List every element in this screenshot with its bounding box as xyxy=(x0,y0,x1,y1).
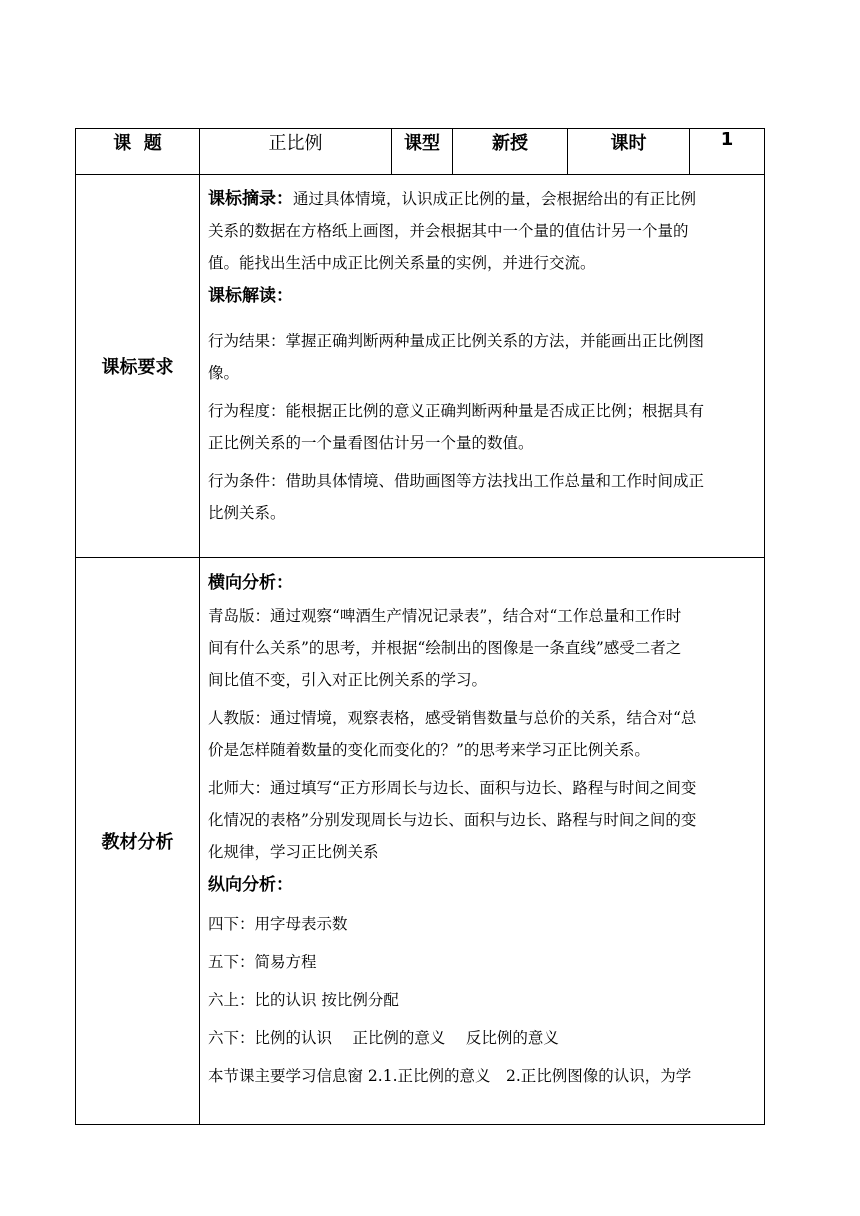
vertical-item: 四下：用字母表示数 xyxy=(208,915,348,933)
excerpt-text: 通过具体情境，认识成正比例的量，会根据给出的有正比例 xyxy=(293,190,697,208)
condition-text: 比例关系。 xyxy=(208,504,286,522)
topic-label: 课 题 xyxy=(76,129,200,175)
degree-text: 正比例关系的一个量看图估计另一个量的数值。 xyxy=(208,434,534,452)
vertical-title: 纵向分析： xyxy=(208,875,293,895)
summary-text: 本节课主要学习信息窗 2.1.正比例的意义 2.正比例图像的认识，为学 xyxy=(208,1067,692,1085)
lesson-plan-table xyxy=(75,128,765,1125)
textbook-content xyxy=(200,558,765,1125)
beishida-text: 化情况的表格”分别发现周长与边长、面积与边长、路程与时间之间的变 xyxy=(208,811,697,829)
qingdao-text: 青岛版：通过观察“啤酒生产情况记录表”，结合对“工作总量和工作时 xyxy=(208,607,682,625)
condition-text: 行为条件：借助具体情境、借助画图等方法找出工作总量和工作时间成正 xyxy=(208,472,705,490)
standards-content xyxy=(200,175,765,558)
result-text: 行为结果：掌握正确判断两种量成正比例关系的方法，并能画出正比例图 xyxy=(208,332,705,350)
hours-label: 课时 xyxy=(568,129,690,175)
textbook-row xyxy=(76,558,765,1125)
excerpt-text: 关系的数据在方格纸上画图，并会根据其中一个量的值估计另一个量的 xyxy=(208,222,689,240)
qingdao-text: 间有什么关系”的思考，并根据“绘制出的图像是一条直线”感受二者之 xyxy=(208,639,682,657)
vertical-item: 六上：比的认识 按比例分配 xyxy=(208,991,399,1009)
qingdao-text: 间比值不变，引入对正比例关系的学习。 xyxy=(208,671,488,689)
topic-value: 正比例 xyxy=(200,129,392,175)
beishida-text: 化规律，学习正比例关系 xyxy=(208,843,379,861)
horizontal-title: 横向分析： xyxy=(208,573,293,593)
result-text: 像。 xyxy=(208,364,240,382)
header-row xyxy=(76,129,765,175)
textbook-label: 教材分析 xyxy=(76,558,200,1125)
vertical-item: 六下：比例的认识 正比例的意义 反比例的意义 xyxy=(208,1029,559,1047)
vertical-item: 五下：简易方程 xyxy=(208,953,317,971)
type-value: 新授 xyxy=(453,129,568,175)
type-label: 课型 xyxy=(392,129,453,175)
standards-row xyxy=(76,175,765,558)
degree-text: 行为程度：能根据正比例的意义正确判断两种量是否成正比例；根据具有 xyxy=(208,402,705,420)
renjiao-text: 人教版：通过情境，观察表格，感受销售数量与总价的关系，结合对“总 xyxy=(208,709,697,727)
beishida-text: 北师大：通过填写“正方形周长与边长、面积与边长、路程与时间之间变 xyxy=(208,779,697,797)
standards-label: 课标要求 xyxy=(76,175,200,558)
excerpt-title: 课标摘录： xyxy=(208,189,293,209)
renjiao-text: 价是怎样随着数量的变化而变化的？”的思考来学习正比例关系。 xyxy=(208,741,650,759)
excerpt-text: 值。能找出生活中成正比例关系量的实例，并进行交流。 xyxy=(208,254,596,272)
hours-value: 1 xyxy=(690,129,765,175)
interpret-title: 课标解读： xyxy=(208,286,293,306)
